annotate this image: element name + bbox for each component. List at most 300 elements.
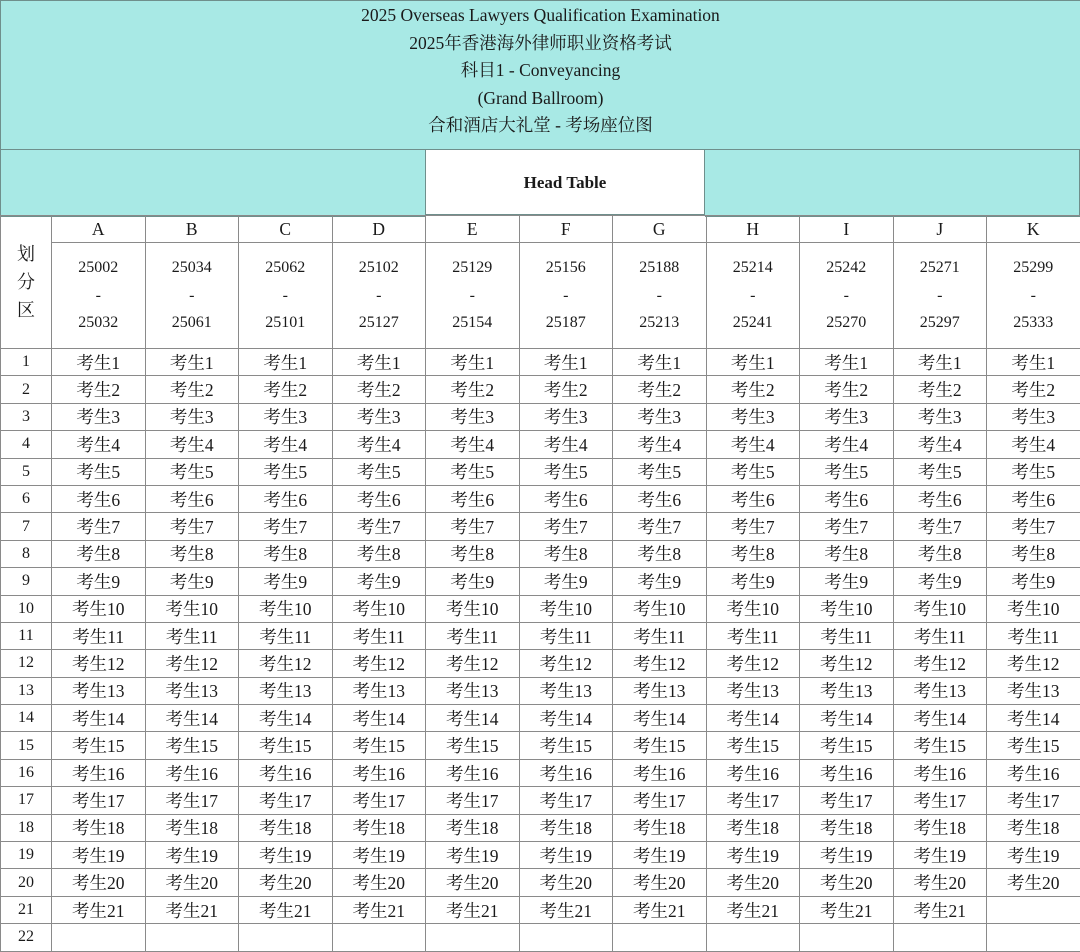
seat-cell: 考生7 <box>145 513 239 540</box>
range-end: 25154 <box>426 309 519 337</box>
seat-cell: 考生20 <box>800 869 894 896</box>
column-letter-f: F <box>519 216 613 243</box>
seat-cell: 考生5 <box>893 458 987 485</box>
seat-cell: 考生2 <box>52 376 146 403</box>
seat-cell: 考生1 <box>706 349 800 376</box>
row-number: 9 <box>1 568 52 595</box>
seat-cell: 考生20 <box>332 869 426 896</box>
seat-cell: 考生17 <box>893 787 987 814</box>
seat-cell: 考生15 <box>800 732 894 759</box>
range-end: 25032 <box>52 309 145 337</box>
seat-cell: 考生19 <box>519 842 613 869</box>
seat-cell: 考生9 <box>613 568 707 595</box>
range-start: 25102 <box>333 254 426 282</box>
head-row-right-band <box>705 149 1080 217</box>
seat-cell <box>519 924 613 951</box>
seat-cell: 考生13 <box>332 677 426 704</box>
seat-cell: 考生17 <box>332 787 426 814</box>
seat-cell: 考生1 <box>332 349 426 376</box>
table-row <box>1 677 1080 704</box>
seat-cell: 考生3 <box>145 403 239 430</box>
range-end: 25187 <box>520 309 613 337</box>
seat-cell: 考生20 <box>893 869 987 896</box>
seat-cell: 考生6 <box>332 485 426 512</box>
head-table: Head Table <box>425 149 705 215</box>
range-start: 25156 <box>520 254 613 282</box>
range-end: 25061 <box>146 309 239 337</box>
seat-cell: 考生14 <box>426 705 520 732</box>
seat-cell: 考生7 <box>519 513 613 540</box>
table-row <box>1 924 1080 951</box>
seat-cell: 考生2 <box>800 376 894 403</box>
seat-cell: 考生19 <box>893 842 987 869</box>
seat-cell: 考生6 <box>706 485 800 512</box>
seat-cell: 考生20 <box>706 869 800 896</box>
seat-cell: 考生16 <box>145 759 239 786</box>
seat-cell: 考生8 <box>800 540 894 567</box>
table-row <box>1 787 1080 814</box>
seat-cell: 考生1 <box>239 349 333 376</box>
range-sep: - <box>987 282 1080 310</box>
seat-cell: 考生1 <box>519 349 613 376</box>
seat-cell: 考生12 <box>52 650 146 677</box>
seat-cell: 考生12 <box>145 650 239 677</box>
seat-cell: 考生15 <box>52 732 146 759</box>
seat-cell: 考生16 <box>613 759 707 786</box>
seat-cell: 考生13 <box>987 677 1080 704</box>
column-letter-d: D <box>332 216 426 243</box>
venue-chinese: 合和酒店大礼堂 - 考场座位图 <box>1 112 1080 140</box>
seat-cell: 考生12 <box>987 650 1080 677</box>
seat-cell: 考生12 <box>893 650 987 677</box>
table-row <box>1 595 1080 622</box>
seat-cell: 考生19 <box>426 842 520 869</box>
seat-cell: 考生21 <box>52 896 146 923</box>
row-number: 1 <box>1 349 52 376</box>
seat-cell: 考生14 <box>519 705 613 732</box>
table-row <box>1 458 1080 485</box>
seat-cell: 考生6 <box>519 485 613 512</box>
seat-cell: 考生17 <box>800 787 894 814</box>
candidate-range-e <box>426 243 520 349</box>
row-number: 22 <box>1 924 52 951</box>
seat-cell: 考生17 <box>706 787 800 814</box>
head-table-row <box>0 149 1080 216</box>
seat-cell: 考生17 <box>613 787 707 814</box>
seat-cell: 考生7 <box>613 513 707 540</box>
seat-cell: 考生10 <box>52 595 146 622</box>
range-end: 25101 <box>239 309 332 337</box>
seat-cell: 考生8 <box>52 540 146 567</box>
seat-cell: 考生17 <box>52 787 146 814</box>
seat-cell: 考生8 <box>519 540 613 567</box>
candidate-range-g <box>613 243 707 349</box>
range-sep: - <box>239 282 332 310</box>
seat-cell: 考生16 <box>893 759 987 786</box>
seat-cell: 考生7 <box>52 513 146 540</box>
seat-cell: 考生3 <box>613 403 707 430</box>
seat-cell: 考生11 <box>893 622 987 649</box>
table-row <box>1 759 1080 786</box>
seat-cell: 考生8 <box>239 540 333 567</box>
range-start: 25034 <box>146 254 239 282</box>
seat-cell: 考生9 <box>239 568 333 595</box>
seat-cell: 考生1 <box>426 349 520 376</box>
seat-cell: 考生14 <box>145 705 239 732</box>
seat-cell: 考生10 <box>332 595 426 622</box>
seat-cell: 考生10 <box>987 595 1080 622</box>
seat-cell: 考生9 <box>332 568 426 595</box>
row-number: 20 <box>1 869 52 896</box>
table-row <box>1 842 1080 869</box>
seat-cell: 考生4 <box>519 431 613 458</box>
seat-cell: 考生10 <box>145 595 239 622</box>
zone-label <box>1 216 52 349</box>
seat-cell: 考生17 <box>426 787 520 814</box>
seat-cell: 考生10 <box>893 595 987 622</box>
seat-cell: 考生18 <box>519 814 613 841</box>
seat-cell: 考生21 <box>239 896 333 923</box>
seat-cell: 考生19 <box>800 842 894 869</box>
range-end: 25127 <box>333 309 426 337</box>
seat-cell: 考生18 <box>706 814 800 841</box>
seat-cell: 考生9 <box>706 568 800 595</box>
candidate-range-i <box>800 243 894 349</box>
seat-cell: 考生16 <box>987 759 1080 786</box>
table-row <box>1 732 1080 759</box>
seat-cell: 考生6 <box>426 485 520 512</box>
candidate-range-b <box>145 243 239 349</box>
seat-cell: 考生9 <box>145 568 239 595</box>
seat-cell: 考生10 <box>426 595 520 622</box>
seat-cell: 考生7 <box>426 513 520 540</box>
seat-cell: 考生8 <box>706 540 800 567</box>
seat-cell: 考生6 <box>52 485 146 512</box>
column-letter-j: J <box>893 216 987 243</box>
table-row <box>1 513 1080 540</box>
exam-header <box>0 0 1080 149</box>
seat-cell: 考生13 <box>893 677 987 704</box>
seat-cell: 考生1 <box>145 349 239 376</box>
seat-cell: 考生19 <box>613 842 707 869</box>
table-row <box>1 540 1080 567</box>
column-letter-a: A <box>52 216 146 243</box>
table-row <box>1 568 1080 595</box>
table-row <box>1 376 1080 403</box>
seat-cell: 考生15 <box>893 732 987 759</box>
row-number: 19 <box>1 842 52 869</box>
seat-cell: 考生11 <box>519 622 613 649</box>
seat-cell: 考生11 <box>987 622 1080 649</box>
column-letter-h: H <box>706 216 800 243</box>
seat-cell: 考生8 <box>332 540 426 567</box>
seat-cell: 考生3 <box>332 403 426 430</box>
table-row <box>1 896 1080 923</box>
seat-cell: 考生18 <box>426 814 520 841</box>
column-letter-g: G <box>613 216 707 243</box>
table-row <box>1 650 1080 677</box>
range-sep: - <box>52 282 145 310</box>
seat-cell: 考生4 <box>52 431 146 458</box>
seat-cell: 考生13 <box>239 677 333 704</box>
table-row <box>1 622 1080 649</box>
seat-cell: 考生21 <box>332 896 426 923</box>
seat-cell: 考生5 <box>426 458 520 485</box>
seat-cell: 考生6 <box>613 485 707 512</box>
seat-cell: 考生11 <box>426 622 520 649</box>
seat-cell: 考生1 <box>613 349 707 376</box>
table-row <box>1 485 1080 512</box>
seat-cell <box>52 924 146 951</box>
seat-cell: 考生9 <box>800 568 894 595</box>
candidate-range-c <box>239 243 333 349</box>
seat-cell: 考生16 <box>426 759 520 786</box>
seat-cell: 考生11 <box>145 622 239 649</box>
seat-cell: 考生18 <box>800 814 894 841</box>
seat-cell: 考生5 <box>52 458 146 485</box>
seat-cell <box>987 896 1080 923</box>
head-row-left-band <box>0 149 426 217</box>
range-sep: - <box>146 282 239 310</box>
exam-subject: 科目1 - Conveyancing <box>1 57 1080 85</box>
seat-cell: 考生13 <box>145 677 239 704</box>
seat-cell: 考生16 <box>519 759 613 786</box>
seat-cell: 考生1 <box>52 349 146 376</box>
seat-cell: 考生5 <box>800 458 894 485</box>
seat-cell: 考生5 <box>519 458 613 485</box>
range-start: 25188 <box>613 254 706 282</box>
seat-cell <box>145 924 239 951</box>
row-number: 13 <box>1 677 52 704</box>
seat-cell: 考生21 <box>706 896 800 923</box>
seat-cell: 考生3 <box>426 403 520 430</box>
seat-cell: 考生13 <box>52 677 146 704</box>
range-end: 25297 <box>894 309 987 337</box>
seat-cell: 考生16 <box>332 759 426 786</box>
seat-cell: 考生4 <box>332 431 426 458</box>
seat-cell: 考生4 <box>893 431 987 458</box>
seat-cell: 考生16 <box>706 759 800 786</box>
seat-cell: 考生4 <box>706 431 800 458</box>
seat-cell: 考生6 <box>987 485 1080 512</box>
seat-cell: 考生14 <box>613 705 707 732</box>
seat-cell: 考生3 <box>800 403 894 430</box>
seat-cell: 考生14 <box>893 705 987 732</box>
row-number: 12 <box>1 650 52 677</box>
row-number: 15 <box>1 732 52 759</box>
candidate-range-d <box>332 243 426 349</box>
seat-cell: 考生13 <box>426 677 520 704</box>
seat-cell <box>987 924 1080 951</box>
seat-cell: 考生8 <box>426 540 520 567</box>
seat-cell: 考生9 <box>426 568 520 595</box>
column-letter-b: B <box>145 216 239 243</box>
row-number: 10 <box>1 595 52 622</box>
row-number: 16 <box>1 759 52 786</box>
row-number: 6 <box>1 485 52 512</box>
seat-cell: 考生13 <box>706 677 800 704</box>
seat-cell: 考生3 <box>987 403 1080 430</box>
seat-cell: 考生15 <box>426 732 520 759</box>
seat-cell: 考生13 <box>519 677 613 704</box>
seat-cell: 考生10 <box>613 595 707 622</box>
seat-cell: 考生6 <box>145 485 239 512</box>
seat-cell: 考生8 <box>613 540 707 567</box>
venue-english: (Grand Ballroom) <box>1 85 1080 113</box>
seat-cell: 考生15 <box>987 732 1080 759</box>
seat-cell: 考生17 <box>145 787 239 814</box>
seat-cell: 考生21 <box>893 896 987 923</box>
row-number: 17 <box>1 787 52 814</box>
seating-grid <box>0 215 1080 952</box>
seat-cell: 考生20 <box>519 869 613 896</box>
range-sep: - <box>426 282 519 310</box>
seat-cell: 考生4 <box>800 431 894 458</box>
row-number: 7 <box>1 513 52 540</box>
seat-cell: 考生10 <box>519 595 613 622</box>
seat-cell: 考生2 <box>239 376 333 403</box>
range-start: 25299 <box>987 254 1080 282</box>
range-sep: - <box>800 282 893 310</box>
seat-cell: 考生1 <box>987 349 1080 376</box>
seat-cell: 考生13 <box>800 677 894 704</box>
seat-cell: 考生2 <box>519 376 613 403</box>
seat-cell: 考生11 <box>52 622 146 649</box>
seat-cell: 考生15 <box>613 732 707 759</box>
seat-cell: 考生5 <box>145 458 239 485</box>
seat-cell: 考生8 <box>145 540 239 567</box>
seat-cell: 考生15 <box>239 732 333 759</box>
row-number: 4 <box>1 431 52 458</box>
seat-cell: 考生4 <box>426 431 520 458</box>
seat-cell: 考生7 <box>706 513 800 540</box>
seat-cell: 考生18 <box>332 814 426 841</box>
seat-cell: 考生12 <box>800 650 894 677</box>
seat-cell: 考生5 <box>987 458 1080 485</box>
seat-cell: 考生11 <box>800 622 894 649</box>
seat-cell: 考生11 <box>613 622 707 649</box>
seat-cell <box>426 924 520 951</box>
seat-cell: 考生20 <box>52 869 146 896</box>
range-sep: - <box>613 282 706 310</box>
seat-cell: 考生15 <box>706 732 800 759</box>
seat-cell: 考生21 <box>800 896 894 923</box>
range-end: 25333 <box>987 309 1080 337</box>
seat-cell: 考生8 <box>987 540 1080 567</box>
candidate-range-j <box>893 243 987 349</box>
range-end: 25213 <box>613 309 706 337</box>
seat-cell: 考生18 <box>145 814 239 841</box>
seat-cell: 考生14 <box>706 705 800 732</box>
range-end: 25270 <box>800 309 893 337</box>
row-number: 18 <box>1 814 52 841</box>
seat-cell: 考生19 <box>987 842 1080 869</box>
seat-cell <box>706 924 800 951</box>
seat-cell: 考生17 <box>519 787 613 814</box>
seat-cell <box>800 924 894 951</box>
table-row <box>1 403 1080 430</box>
seat-cell: 考生18 <box>239 814 333 841</box>
table-row <box>1 349 1080 376</box>
seat-cell <box>332 924 426 951</box>
column-letter-row <box>1 216 1080 243</box>
seat-cell: 考生14 <box>987 705 1080 732</box>
column-letter-k: K <box>987 216 1080 243</box>
seat-cell: 考生14 <box>332 705 426 732</box>
seat-cell: 考生16 <box>800 759 894 786</box>
seat-cell: 考生21 <box>613 896 707 923</box>
seat-cell: 考生1 <box>893 349 987 376</box>
seat-cell: 考生21 <box>145 896 239 923</box>
seat-cell: 考生12 <box>426 650 520 677</box>
seat-cell: 考生1 <box>800 349 894 376</box>
seat-cell: 考生3 <box>239 403 333 430</box>
seat-cell: 考生10 <box>800 595 894 622</box>
seat-cell: 考生3 <box>893 403 987 430</box>
seat-cell: 考生6 <box>893 485 987 512</box>
seat-cell: 考生17 <box>239 787 333 814</box>
seat-cell: 考生20 <box>239 869 333 896</box>
seat-cell: 考生3 <box>519 403 613 430</box>
seat-cell: 考生2 <box>893 376 987 403</box>
seat-cell: 考生6 <box>239 485 333 512</box>
seat-cell: 考生18 <box>893 814 987 841</box>
row-number: 2 <box>1 376 52 403</box>
row-number: 11 <box>1 622 52 649</box>
seat-cell: 考生11 <box>239 622 333 649</box>
seat-cell: 考生20 <box>145 869 239 896</box>
seat-cell: 考生11 <box>332 622 426 649</box>
seat-cell <box>893 924 987 951</box>
seat-cell: 考生19 <box>706 842 800 869</box>
seat-cell: 考生14 <box>800 705 894 732</box>
range-sep: - <box>894 282 987 310</box>
seat-cell: 考生9 <box>519 568 613 595</box>
seat-cell: 考生7 <box>332 513 426 540</box>
seat-cell: 考生13 <box>613 677 707 704</box>
zone-label-char: 划 <box>1 240 51 268</box>
table-row <box>1 431 1080 458</box>
seat-cell: 考生12 <box>519 650 613 677</box>
seat-cell <box>239 924 333 951</box>
seat-cell: 考生5 <box>239 458 333 485</box>
seat-cell: 考生18 <box>987 814 1080 841</box>
seat-cell: 考生16 <box>52 759 146 786</box>
column-letter-e: E <box>426 216 520 243</box>
seat-cell: 考生15 <box>332 732 426 759</box>
candidate-range-row <box>1 243 1080 349</box>
seat-cell: 考生12 <box>332 650 426 677</box>
seat-cell: 考生18 <box>613 814 707 841</box>
seat-cell: 考生7 <box>893 513 987 540</box>
seat-cell: 考生15 <box>145 732 239 759</box>
row-number: 3 <box>1 403 52 430</box>
range-start: 25242 <box>800 254 893 282</box>
table-row <box>1 814 1080 841</box>
seat-cell: 考生2 <box>706 376 800 403</box>
row-number: 14 <box>1 705 52 732</box>
seat-cell: 考生3 <box>706 403 800 430</box>
seat-cell: 考生14 <box>52 705 146 732</box>
seat-cell: 考生11 <box>706 622 800 649</box>
range-start: 25271 <box>894 254 987 282</box>
seat-cell: 考生20 <box>613 869 707 896</box>
seat-cell: 考生18 <box>52 814 146 841</box>
seat-cell: 考生15 <box>519 732 613 759</box>
seat-cell: 考生12 <box>613 650 707 677</box>
seat-cell <box>613 924 707 951</box>
seat-cell: 考生10 <box>706 595 800 622</box>
